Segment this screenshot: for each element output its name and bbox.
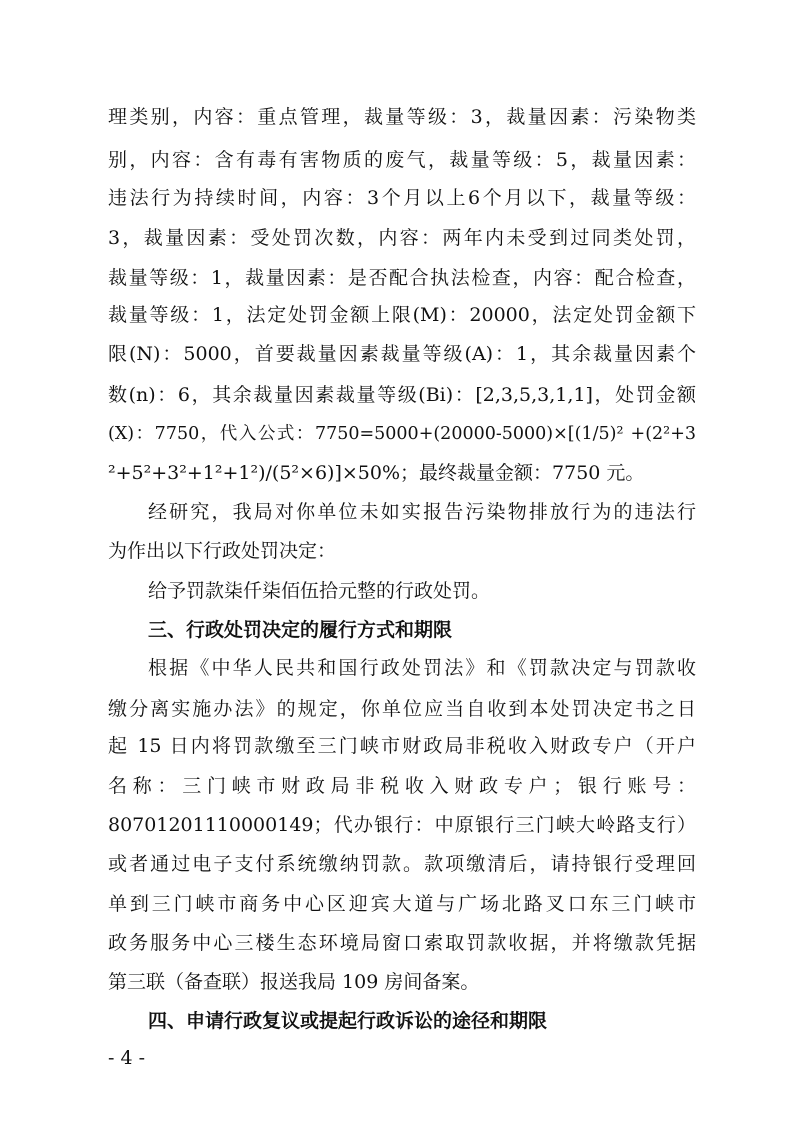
paragraph-line: 别，内容：含有毒有害物质的废气，裁量等级：5，裁量因素： <box>108 149 696 171</box>
paragraph-line: 裁量等级：1，裁量因素：是否配合执法检查，内容：配合检查， <box>108 267 696 289</box>
paragraph-line: ²+5²+3²+1²+1²)/(5²×6)]×50%；最终裁量金额：7750 元。 <box>108 462 645 484</box>
paragraph-line: 理类别，内容：重点管理，裁量等级：3，裁量因素：污染物类 <box>108 106 696 128</box>
paragraph-line: 第三联（备查联）报送我局 109 房间备案。 <box>108 971 480 993</box>
paragraph-line: 裁量等级：1，法定处罚金额上限(M)：20000，法定处罚金额下 <box>108 304 696 326</box>
paragraph-line: (X)：7750，代入公式：7750=5000+(20000-5000)×[(1/5)² +(2²+3 <box>108 424 696 444</box>
paragraph-line: 根据《中华人民共和国行政处罚法》和《罚款决定与罚款收 <box>148 657 696 679</box>
section-heading: 四、申请行政复议或提起行政诉讼的途径和期限 <box>148 1010 548 1032</box>
paragraph-line: 经研究，我局对你单位未如实报告污染物排放行为的违法行 <box>148 501 696 523</box>
paragraph-line: 给予罚款柒仟柒佰伍拾元整的行政处罚。 <box>148 580 491 602</box>
paragraph-line: 为作出以下行政处罚决定： <box>108 540 337 562</box>
paragraph-line: 起 15 日内将罚款缴至三门峡市财政局非税收入财政专户（开户 <box>108 735 696 757</box>
paragraph-line: 缴分离实施办法》的规定，你单位应当自收到本处罚决定书之日 <box>108 698 696 720</box>
paragraph-line: 名称：三门峡市财政局非税收入财政专户；银行账号： <box>108 775 696 797</box>
section-heading: 三、行政处罚决定的履行方式和期限 <box>148 619 453 641</box>
paragraph-line: 单到三门峡市商务中心区迎宾大道与广场北路叉口东三门峡市 <box>108 893 696 915</box>
paragraph-line: 数(n)：6，其余裁量因素裁量等级(Bi)：[2,3,5,3,1,1]，处罚金额 <box>108 384 696 406</box>
paragraph-line: 政务服务中心三楼生态环境局窗口索取罚款收据，并将缴款凭据 <box>108 932 696 954</box>
page-number: - 4 - <box>108 1047 146 1069</box>
paragraph-line: 80701201110000149；代办银行：中原银行三门峡大岭路支行） <box>108 814 696 836</box>
paragraph-line: 或者通过电子支付系统缴纳罚款。款项缴清后，请持银行受理回 <box>108 853 696 875</box>
paragraph-line: 3，裁量因素：受处罚次数，内容：两年内未受到过同类处罚， <box>108 227 696 249</box>
paragraph-line: 限(N)：5000，首要裁量因素裁量等级(A)：1，其余裁量因素个 <box>108 343 696 365</box>
paragraph-line: 违法行为持续时间，内容：3个月以上6个月以下，裁量等级： <box>108 187 696 209</box>
